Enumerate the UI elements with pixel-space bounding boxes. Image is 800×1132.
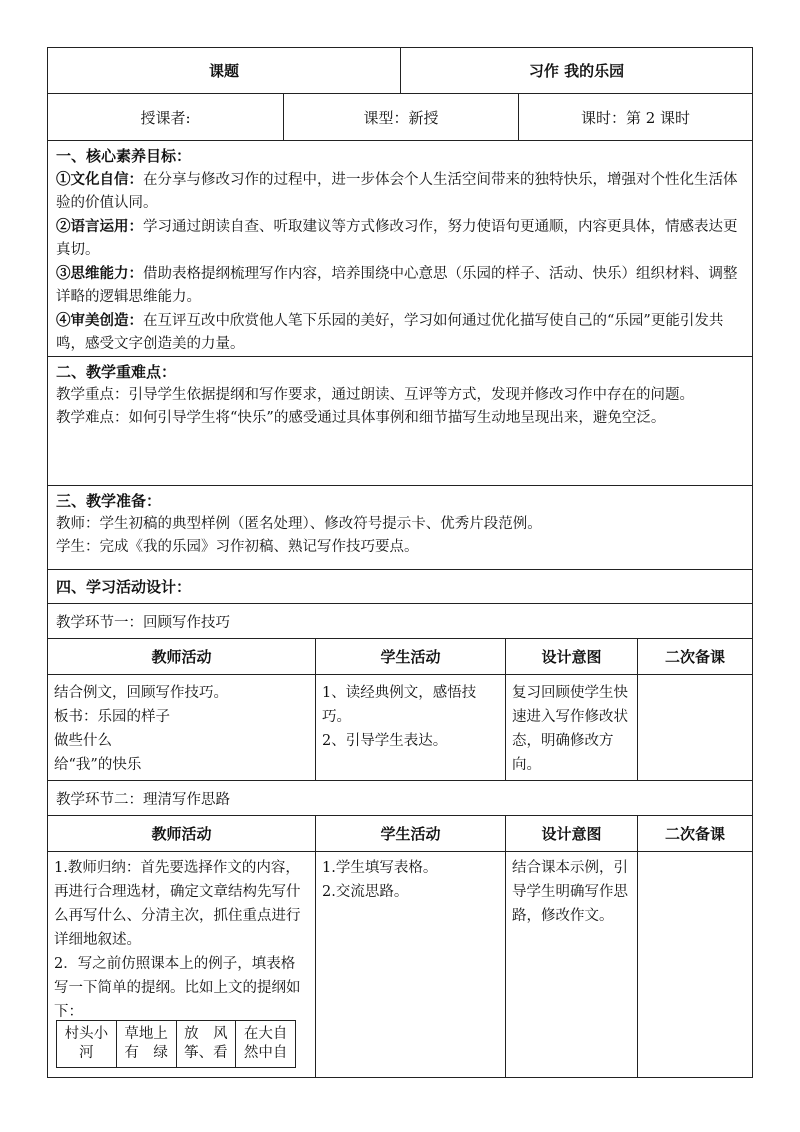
goal-item: ②语言运用：学习通过朗读自查、听取建议等方式修改习作，努力使语句更通顺，内容更具体，情感表达更真切。 (56, 218, 738, 258)
section1-header-row (47, 639, 753, 675)
preparation-heading: 三、教学准备： (56, 492, 162, 510)
outline-cell: 草地上有 绿 (116, 1021, 176, 1067)
col-teacher-header: 教师活动 (151, 648, 212, 666)
key-points-heading: 二、教学重难点： (56, 363, 177, 381)
section2-teacher-activity: 1.教师归纳：首先要选择作文的内容，再进行合理选材，确定文章结构先写什么再写什么、分清主次，抓住重点进行详细地叙述。 2．写之前仿照课本上的例子，填表格写一下简单的提纲。比如上文的提纲如下： 村头小河 草地上有 绿 放 风筝、看 在大自然中自 (48, 852, 315, 1077)
col-student-header: 学生活动 (315, 816, 505, 851)
goal-item: ①文化自信：在分享与修改习作的过程中，进一步体会个人生活空间带来的独特快乐，增强对个性化生活体验的价值认同。 (56, 171, 738, 211)
section1-intent: 复习回顾使学生快速进入写作修改状态，明确修改方向。 (505, 675, 637, 780)
outline-cell: 在大自然中自 (235, 1021, 295, 1067)
section2-student-activity: 1.学生填写表格。 2.交流思路。 (315, 852, 505, 1077)
goals-section (47, 141, 753, 357)
section1-second-prep (637, 675, 752, 780)
col-second-header: 二次备课 (637, 816, 752, 851)
section1-label: 教学环节一：回顾写作技巧 (47, 604, 753, 639)
col-intent-header: 设计意图 (505, 816, 637, 851)
outline-mini-table (56, 1020, 296, 1068)
topic-row (47, 47, 753, 94)
key-point-text: 教学重点：引导学生依据提纲和写作要求，通过朗读、互评等方式，发现并修改习作中存在的问题。 (56, 387, 694, 403)
preparation-section (47, 486, 753, 570)
teacher-prep: 教师：学生初稿的典型样例（匿名处理）、修改符号提示卡、优秀片段范例。 (56, 516, 542, 532)
section2-content-row (47, 852, 753, 1078)
activity-heading: 四、学习活动设计： (56, 578, 192, 596)
outline-cell: 放 风筝、看 (176, 1021, 236, 1067)
col-intent-header: 设计意图 (505, 639, 637, 674)
col-second-header: 二次备课 (637, 639, 752, 674)
key-points-section (47, 357, 753, 486)
outline-cell: 村头小河 (64, 1026, 109, 1061)
lesson-plan-document (47, 47, 753, 1078)
topic-value: 习作 我的乐园 (400, 48, 752, 93)
topic-label: 课题 (208, 62, 239, 80)
teacher-label: 授课者: (140, 108, 191, 127)
goals-heading: 一、核心素养目标： (56, 147, 192, 165)
col-student-header: 学生活动 (315, 639, 505, 674)
col-teacher-header: 教师活动 (151, 825, 212, 843)
info-row (47, 94, 753, 141)
section1-content-row (47, 675, 753, 781)
lesson-type: 课型：新授 (283, 94, 518, 140)
activity-heading-row (47, 570, 753, 604)
lesson-period: 课时：第 2 课时 (518, 94, 752, 140)
section2-label: 教学环节二：理清写作思路 (47, 781, 753, 816)
difficulty-text: 教学难点：如何引导学生将“快乐”的感受通过具体事例和细节描写生动地呈现出来，避免空泛。 (56, 410, 666, 426)
section2-intent: 结合课本示例，引导学生明确写作思路，修改作文。 (505, 852, 637, 1077)
goal-item: ③思维能力：借助表格提纲梳理写作内容，培养围绕中心意思（乐园的样子、活动、快乐）组织材料、调整详略的逻辑思维能力。 (56, 265, 738, 305)
section1-teacher-activity: 结合例文，回顾写作技巧。 板书：乐园的样子 做些什么 给“我”的快乐 (54, 685, 228, 773)
student-prep: 学生：完成《我的乐园》习作初稿、熟记写作技巧要点。 (56, 539, 419, 555)
section2-second-prep (637, 852, 752, 1077)
goal-item: ④审美创造：在互评互改中欣赏他人笔下乐园的美好，学习如何通过优化描写使自己的“乐园”更能引发共鸣，感受文字创造美的力量。 (56, 312, 724, 352)
section1-student-activity: 1、读经典例文，感悟技巧。 2、引导学生表达。 (315, 675, 505, 780)
section2-header-row (47, 816, 753, 852)
